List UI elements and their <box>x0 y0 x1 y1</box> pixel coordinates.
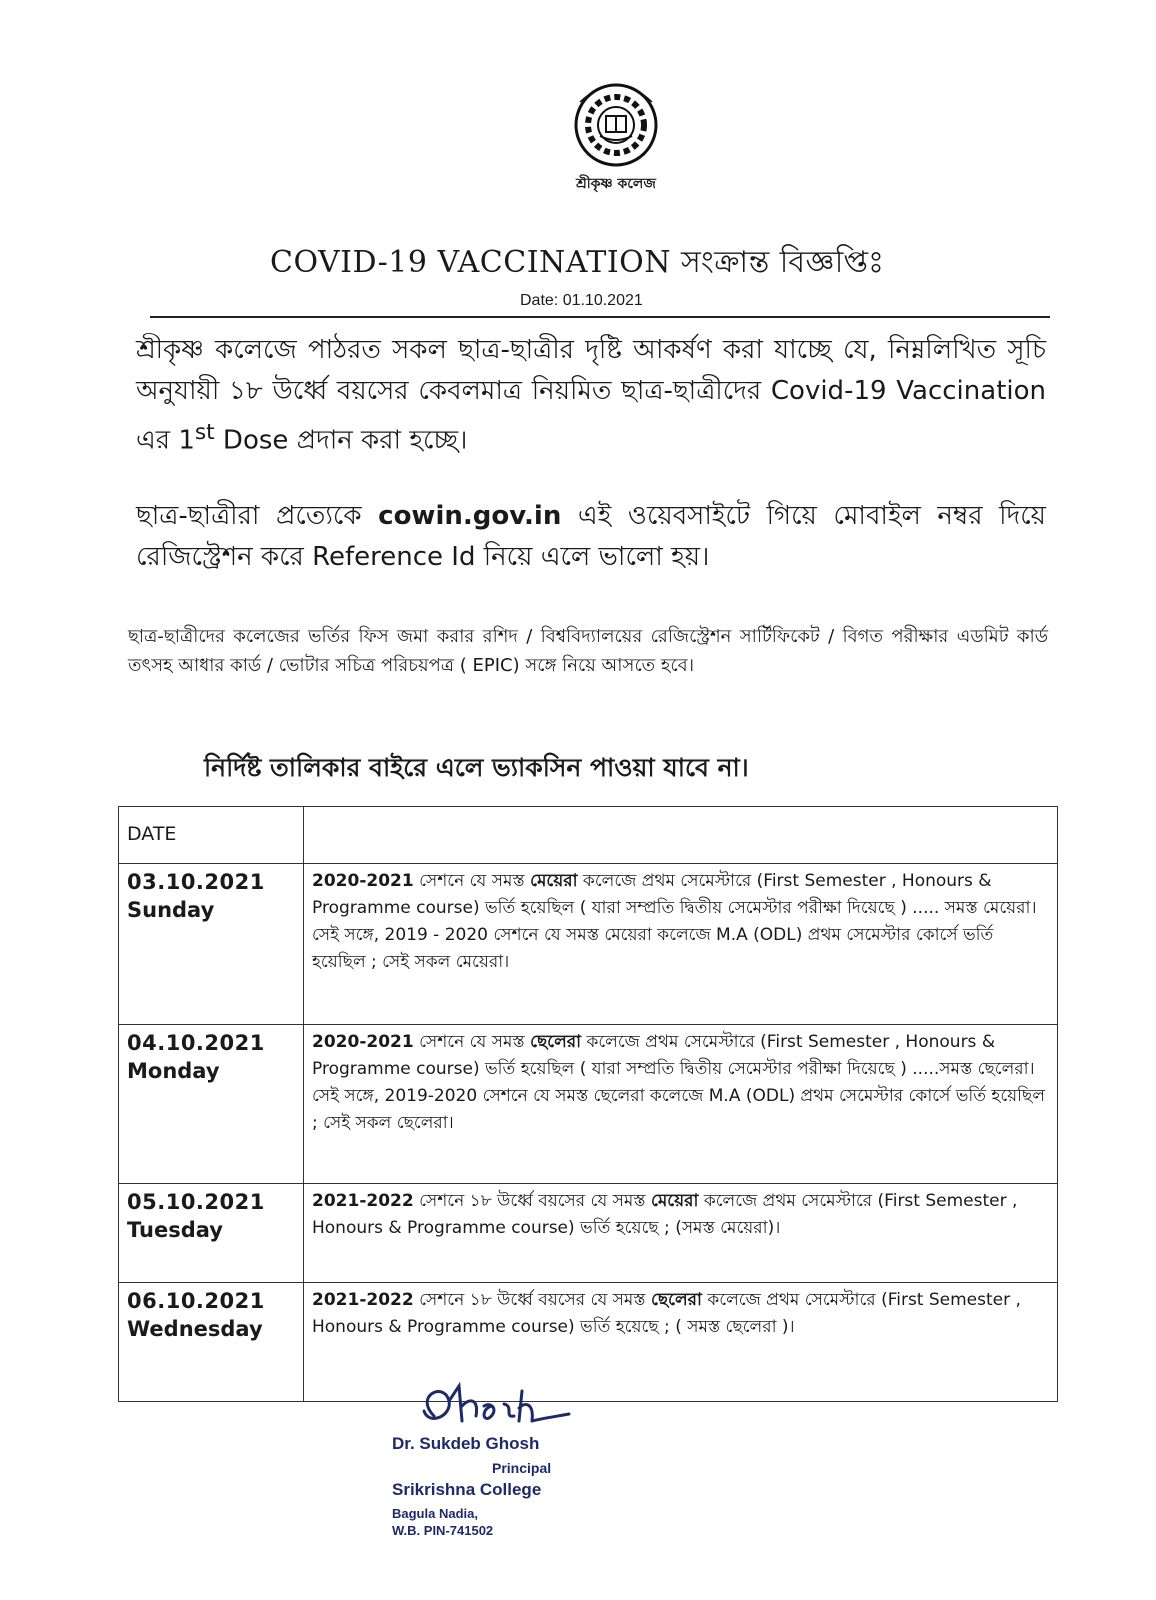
date-cell <box>119 864 304 1025</box>
notice-paragraph-3: ছাত্র-ছাত্রীদের কলেজের ভর্তির ফিস জমা করার রশিদ / বিশ্ববিদ্যালয়ের রেজিস্ট্রেশন সার্টিফিকেট / বিগত পরীক্ষার এডমিট কার্ড তৎসহ আধার কার্ড / ভোটার সচিত্র পরিচয়পত্র ( EPIC) সঙ্গে নিয়ে আসতে হবে। <box>128 626 1048 676</box>
vaccination-schedule-table <box>118 806 1058 1402</box>
address-line-2: W.B. PIN-741502 <box>392 1523 494 1538</box>
college-name: Srikrishna College <box>392 1480 542 1499</box>
row-day: Monday <box>127 1059 220 1083</box>
address-line-1: Bagula Nadia, <box>392 1506 478 1521</box>
paragraph-1-text-b: Dose প্রদান করা হচ্ছে। <box>214 425 468 456</box>
paragraph-1-superscript: st <box>194 420 215 445</box>
notice-paragraph-2 <box>136 496 1046 578</box>
description-cell <box>304 1184 1058 1283</box>
desc-pre: সেশনে ১৮ উর্ধ্বে বয়সের যে সমস্ত <box>413 1191 651 1211</box>
notice-date: Date: 01.10.2021 <box>520 292 643 309</box>
date-cell <box>119 1184 304 1283</box>
signature-block <box>392 1434 551 1538</box>
college-emblem-icon <box>556 70 676 180</box>
table-row <box>119 1283 1058 1402</box>
paragraph-2-text-b: এই ওয়েবসাইটে গিয়ে মোবাইল নম্বর দিয়ে রেজিস্ট্রেশন করে Reference Id নিয়ে এলে ভালো হয়। <box>136 501 1046 572</box>
paragraph-2-text-a: ছাত্র-ছাত্রীরা প্রত্যেকে <box>136 501 379 531</box>
session-year: 2020-2021 <box>312 1032 414 1052</box>
desc-group: ছেলেরা <box>530 1032 582 1052</box>
notice-title: COVID-19 VACCINATION সংক্রান্ত বিজ্ঞপ্তিঃ <box>270 245 885 280</box>
desc-post: কলেজে প্রথম সেমেস্টারে (First Semester , Honours & Programme course) ভর্তি হয়েছে ; (সমস্ত মেয়েরা)। <box>312 1191 1018 1238</box>
principal-name: Dr. Sukdeb Ghosh <box>392 1434 540 1453</box>
row-day: Tuesday <box>127 1218 223 1242</box>
warning-line: নির্দিষ্ট তালিকার বাইরে এলে ভ্যাকসিন পাওয়া যাবে না। <box>204 753 749 782</box>
desc-group: মেয়েরা <box>650 1191 699 1211</box>
row-day: Sunday <box>127 898 215 922</box>
row-date: 04.10.2021 <box>127 1031 265 1055</box>
description-cell <box>304 864 1058 1025</box>
row-day: Wednesday <box>127 1317 263 1341</box>
header-date: DATE <box>119 807 304 864</box>
desc-post: কলেজে প্রথম সেমেস্টারে (First Semester , Honours & Programme course) ভর্তি হয়েছিল ( যারা সম্প্রতি দ্বিতীয় সেমেস্টার পরীক্ষা দিয়েছে ) ..... সমস্ত মেয়েরা। সেই সঙ্গে, 2019 - 2020 সেশনে যে সমস্ত মেয়েরা কলেজে M.A (ODL) প্রথম সেমেস্টার কোর্সে ভর্তি হয়েছিল ; সেই সকল মেয়েরা। <box>312 871 1037 972</box>
desc-pre: সেশনে ১৮ উর্ধ্বে বয়সের যে সমস্ত <box>413 1290 651 1310</box>
date-cell <box>119 1025 304 1184</box>
paragraph-1-text-a: শ্রীকৃষ্ণ কলেজে পাঠরত সকল ছাত্র-ছাত্রীর দৃষ্টি আকর্ষণ করা যাচ্ছে যে, নিম্নলিখিত সূচি অনুযায়ী ১৮ উর্ধ্বে বয়সের কেবলমাত্র নিয়মিত ছাত্র-ছাত্রীদের Covid-19 Vaccination এর 1 <box>136 335 1046 456</box>
session-year: 2021-2022 <box>312 1191 414 1211</box>
desc-group: ছেলেরা <box>650 1290 702 1310</box>
desc-pre: সেশনে যে সমস্ত <box>413 1032 531 1052</box>
logo-caption: শ্রীকৃষ্ণ কলেজ <box>576 176 656 192</box>
description-cell <box>304 1025 1058 1184</box>
desc-post: কলেজে প্রথম সেমেস্টারে (First Semester , Honours & Programme course) ভর্তি হয়েছে ; ( সমস্ত ছেলেরা )। <box>312 1290 1021 1337</box>
date-cell <box>119 1283 304 1402</box>
row-date: 06.10.2021 <box>127 1289 265 1313</box>
table-row <box>119 864 1058 1025</box>
row-date: 05.10.2021 <box>127 1190 265 1214</box>
row-date: 03.10.2021 <box>127 870 265 894</box>
session-year: 2020-2021 <box>312 871 414 891</box>
cowin-website: cowin.gov.in <box>378 501 562 531</box>
desc-pre: সেশনে যে সমস্ত <box>413 871 531 891</box>
table-row <box>119 1184 1058 1283</box>
table-row <box>119 1025 1058 1184</box>
header-description <box>304 807 1058 864</box>
principal-title: Principal <box>492 1460 552 1476</box>
title-divider <box>150 316 1050 318</box>
desc-group: মেয়েরা <box>530 871 578 891</box>
desc-post: কলেজে প্রথম সেমেস্টারে (First Semester , Honours & Programme course) ভর্তি হয়েছিল ( যারা সম্প্রতি দ্বিতীয় সেমেস্টার পরীক্ষা দিয়েছে ) .....সমস্ত ছেলেরা। সেই সঙ্গে, 2019-2020 সেশনে যে সমস্ত ছেলেরা কলেজে M.A (ODL) প্রথম সেমেস্টার কোর্সে ভর্তি হয়েছিল ; সেই সকল ছেলেরা। <box>312 1032 1046 1133</box>
session-year: 2021-2022 <box>312 1290 414 1310</box>
notice-paragraph-1 <box>136 330 1046 462</box>
table-header-row <box>119 807 1058 864</box>
